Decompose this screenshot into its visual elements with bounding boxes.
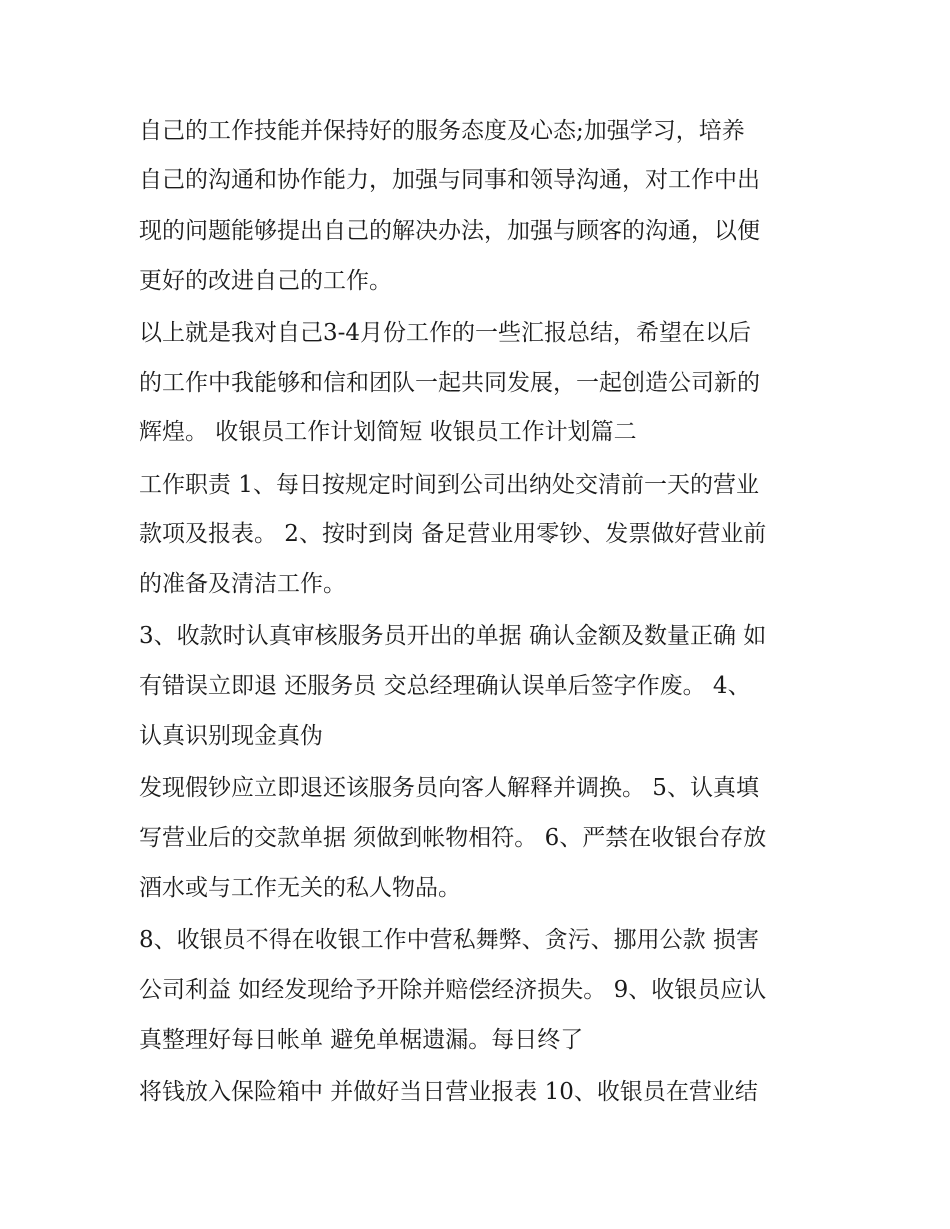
text-line: 真整理好每日帐单 避免单椐遗漏。每日终了 (139, 1027, 584, 1053)
text-line: 的准备及清洁工作。 (139, 571, 346, 597)
text-line: 公司利益 如经发现给予开除并赔偿经济损失。 9、收银员应认 (139, 977, 767, 1003)
text-line: 8、收银员不得在收银工作中营私舞弊、贪污、挪用公款 损害 (139, 927, 759, 953)
text-line: 工作职责 1、每日按规定时间到公司出纳处交清前一天的营业 (139, 472, 759, 498)
text-line: 辉煌。 收银员工作计划简短 收银员工作计划篇二 (139, 419, 637, 445)
text-line: 自己的工作技能并保持好的服务态度及心态;加强学习，培养 (139, 118, 745, 144)
text-line: 3、收款时认真审核服务员开出的单据 确认金额及数量正确 如 (139, 623, 767, 649)
text-line: 的工作中我能够和信和团队一起共同发展，一起创造公司新的 (139, 370, 760, 396)
text-line: 现的问题能够提出自己的解决办法，加强与顾客的沟通，以便 (139, 218, 760, 244)
text-line: 写营业后的交款单据 须做到帐物相符。 6、严禁在收银台存放 (139, 825, 767, 851)
text-line: 酒水或与工作无关的私人物品。 (139, 875, 461, 901)
text-line: 更好的改进自己的工作。 (139, 268, 392, 294)
text-line: 以上就是我对自己3-4月份工作的一些汇报总结，希望在以后 (139, 320, 752, 346)
text-line: 将钱放入保险箱中 并做好当日营业报表 10、收银员在营业结 (139, 1079, 758, 1105)
text-line: 款项及报表。 2、按时到岗 备足营业用零钞、发票做好营业前 (139, 521, 767, 547)
text-line: 有错误立即退 还服务员 交总经理确认误单后签字作废。 4、 (139, 673, 751, 699)
text-line: 自己的沟通和协作能力，加强与同事和领导沟通，对工作中出 (139, 167, 760, 193)
text-line: 发现假钞应立即退还该服务员向客人解释并调换。 5、认真填 (139, 775, 759, 801)
text-line: 认真识别现金真伪 (139, 723, 323, 749)
